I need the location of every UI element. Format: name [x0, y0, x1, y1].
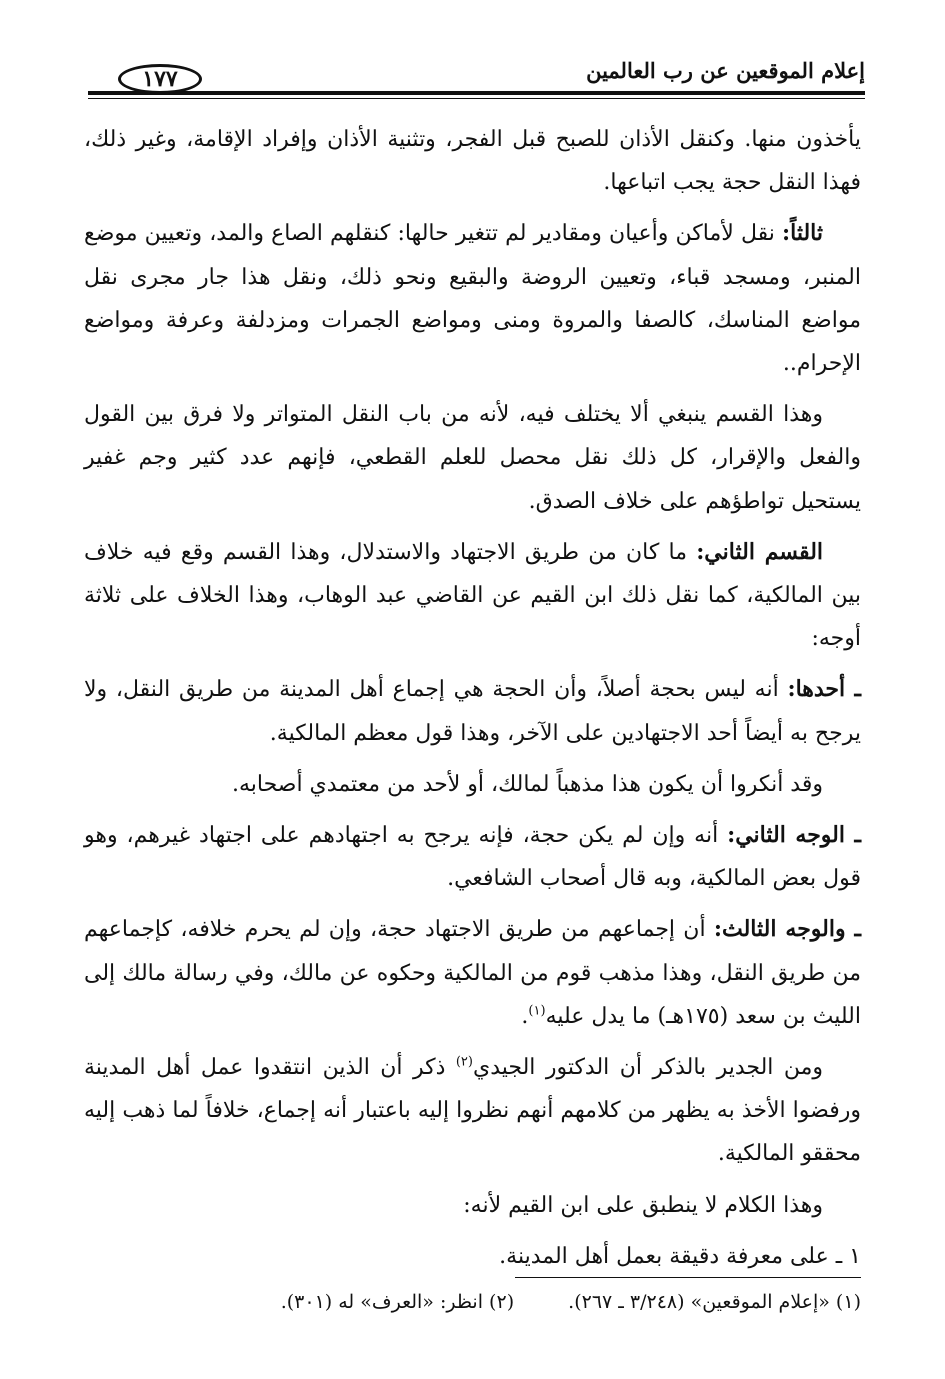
footnote-divider [515, 1277, 861, 1278]
footnote-ref-1: (١) [528, 1003, 546, 1019]
paragraph-10 [84, 1184, 861, 1227]
paragraph-text: وقد أنكروا أن يكون هذا مذهباً لمالك، أو لأحد من معتمدي أصحابه. [231, 771, 823, 797]
paragraph-7 [84, 814, 861, 900]
page-number: ١٧٧ [118, 64, 202, 94]
paragraph-1 [84, 118, 861, 204]
paragraph-lead: ـ أحدها: [787, 676, 861, 703]
paragraph-9 [84, 1046, 861, 1176]
footnote-ref-2: (٢) [455, 1054, 473, 1070]
footnote-1: (١) «إعلام الموقعين» (٣/٢٤٨ ـ ٢٦٧). [568, 1291, 861, 1313]
running-title: إعلام الموقعين عن رب العالمين [586, 58, 865, 83]
paragraph-text: أنه ليس بحجة أصلاً، وأن الحجة هي إجماع أهل المدينة من طريق النقل، ولا يرجح به أيضاً أحد الاجتهادين على الآخر، وهذا قول معظم المالكية. [84, 677, 861, 746]
paragraph-lead: القسم الثاني: [696, 538, 824, 565]
paragraph-lead: ثالثاً: [782, 220, 823, 247]
paragraph-text: نقل لأماكن وأعيان ومقادير لم تتغير حالها: كنقلهم الصاع والمد، وتعيين موضع المنبر، ومسجد قباء، وتعيين الروضة والبقيع ونحو ذلك، ونقل هذا جار مجرى نقل مواضع المناسك، كالصفا والمروة ومنى ومواضع الجمرات ومزدلفة وعرفة ومواضع الإحرام.. [84, 221, 861, 377]
page-header [88, 50, 865, 100]
footnote-2: (٢) انظر: «العرف» له (٣٠١). [280, 1291, 515, 1313]
paragraph-8 [84, 908, 861, 1038]
list-item-1 [84, 1235, 861, 1278]
paragraph-text: أن إجماعهم من طريق الاجتهاد حجة، وإن لم يحرم خلافه، كإجماعهم من طريق النقل، وهذا مذهب قوم من المالكية وحكوه عن مالك، وفي رسالة مالك إلى الليث بن سعد (١٧٥هـ) ما يدل عليه [84, 917, 861, 1029]
paragraph-lead: ـ والوجه الثالث: [713, 916, 861, 943]
paragraph-text: وهذا القسم ينبغي ألا يختلف فيه، لأنه من باب النقل المتواتر ولا فرق بين القول والفعل والإقرار، كل ذلك نقل محصل للعلم القطعي، فإنهم عدد كثير وجم غفير يستحيل تواطؤهم على خلاف الصدق. [84, 402, 861, 514]
paragraph-5 [84, 668, 861, 754]
main-text [84, 118, 861, 1286]
paragraph-text: يأخذون منها. وكنقل الأذان للصبح قبل الفجر، وتثنية الأذان وإفراد الإقامة، وغير ذلك، فهذا النقل حجة يجب اتباعها. [84, 127, 861, 196]
list-text: على معرفة دقيقة بعمل أهل المدينة. [499, 1243, 836, 1269]
paragraph-4 [84, 531, 861, 661]
header-rule-thin [88, 98, 865, 99]
paragraph-text: وهذا الكلام لا ينطبق على ابن القيم لأنه: [463, 1192, 823, 1218]
list-number: ١ ـ [835, 1243, 861, 1269]
footnotes [84, 1291, 861, 1313]
paragraph-3 [84, 393, 861, 523]
paragraph-text: ذكر أن الذين انتقدوا عمل أهل المدينة ورفضوا الأخذ به يظهر من كلامهم أنهم نظروا إليه باعتبار أنه إجماع، خلافاً لما ذهب إليه محققو المالكية. [84, 1055, 861, 1167]
paragraph-lead: ـ الوجه الثاني: [727, 822, 862, 849]
paragraph-text: أنه وإن لم يكن حجة، فإنه يرجح به اجتهادهم على اجتهاد غيرهم، وهو قول بعض المالكية، وبه قال أصحاب الشافعي. [84, 823, 861, 892]
paragraph-end: . [521, 1003, 529, 1029]
paragraph-2 [84, 212, 861, 385]
paragraph-6 [84, 763, 861, 806]
paragraph-text: ما كان من طريق الاجتهاد والاستدلال، وهذا القسم وقع فيه خلاف بين المالكية، كما نقل ذلك ابن القيم عن القاضي عبد الوهاب، وهذا الخلاف على ثلاثة أوجه: [84, 539, 861, 652]
header-rule-thick [88, 91, 865, 95]
paragraph-text: ومن الجدير بالذكر أن الدكتور الجيدي [472, 1055, 824, 1081]
